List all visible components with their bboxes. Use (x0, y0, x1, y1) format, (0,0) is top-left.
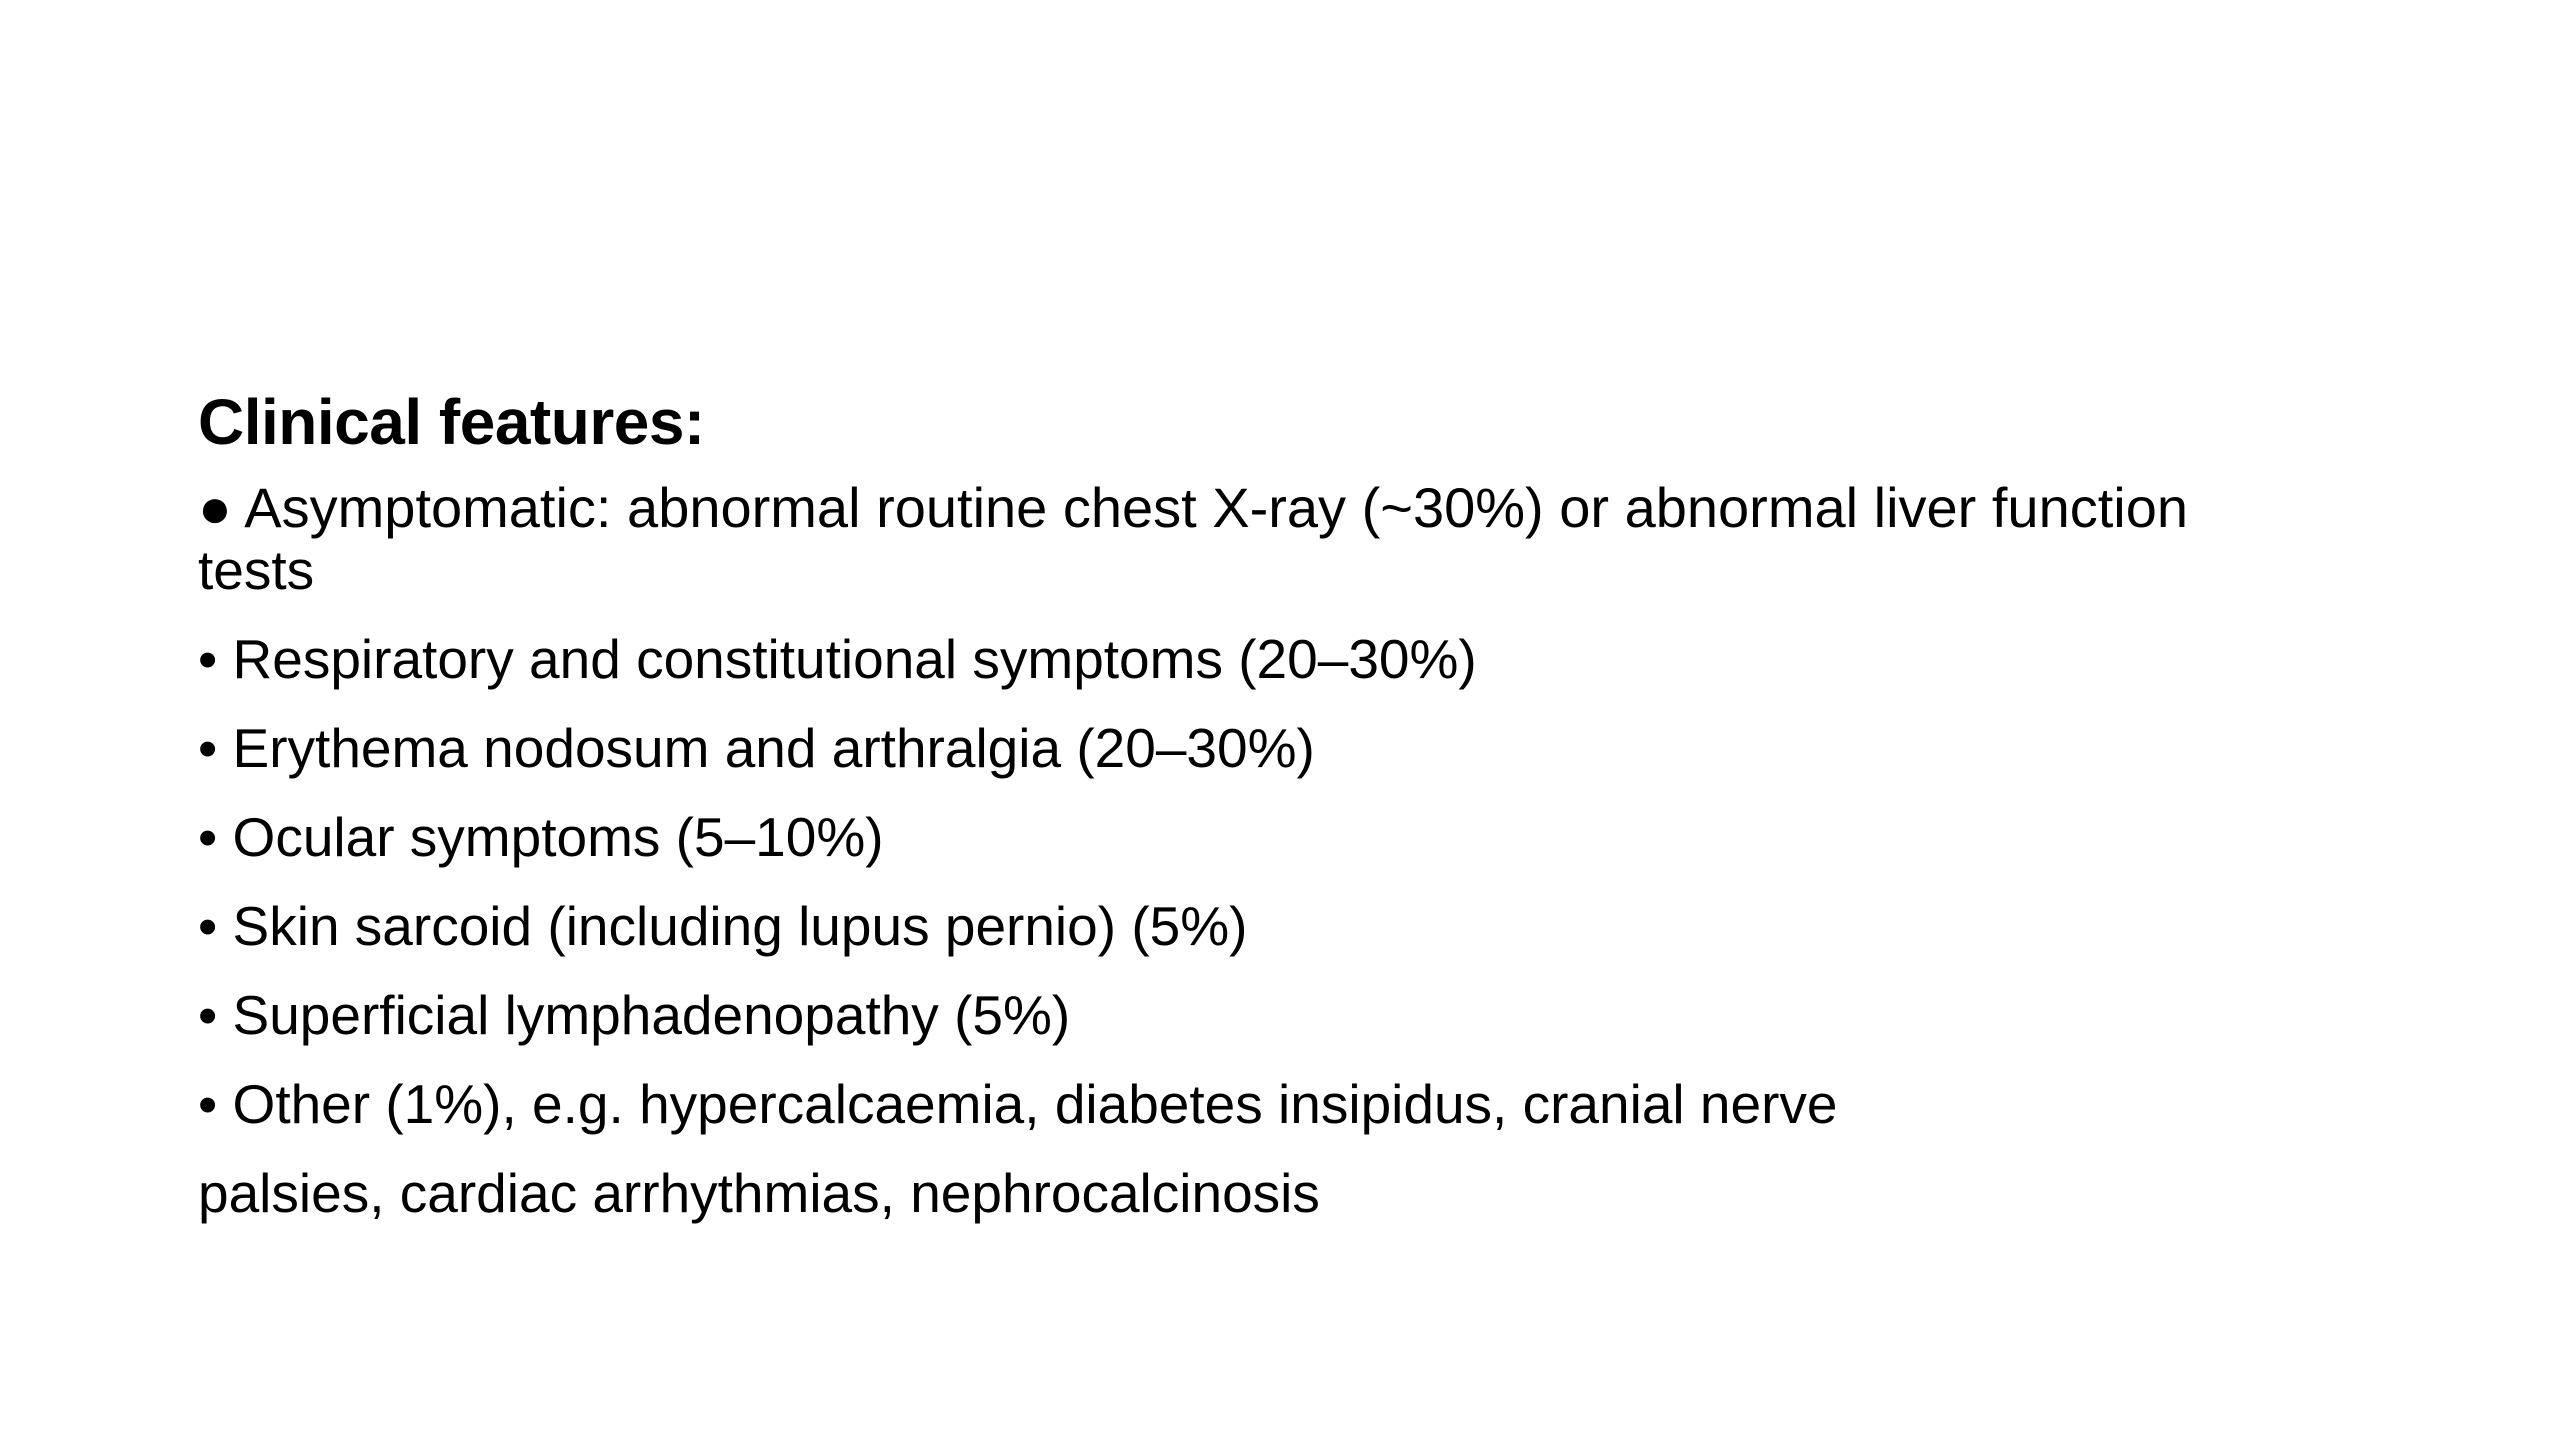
list-item-erythema (198, 717, 2398, 780)
list-item-asymptomatic (198, 476, 2398, 602)
list-item-line: palsies, cardiac arrhythmias, nephrocalcinosis (198, 1162, 1320, 1224)
list-item-line: • Skin sarcoid (including lupus pernio) (5%) (198, 895, 1248, 957)
list-item-line: ● Asymptomatic: abnormal routine chest X-ray (~30%) or abnormal liver function (198, 476, 2188, 539)
list-item-lymphadenopathy (198, 984, 2398, 1047)
slide-content (198, 382, 2398, 1251)
list-item-line: tests (198, 539, 315, 601)
list-item-line: • Superficial lymphadenopathy (5%) (198, 984, 1071, 1046)
list-item-line: • Other (1%), e.g. hypercalcaemia, diabetes insipidus, cranial nerve (198, 1073, 1838, 1135)
list-item-line: • Erythema nodosum and arthralgia (20–30%) (198, 717, 1315, 779)
list-item-other-continued (198, 1162, 2398, 1225)
slide-heading: Clinical features: (198, 386, 705, 458)
list-item-skin-sarcoid (198, 895, 2398, 958)
list-item-ocular (198, 806, 2398, 869)
list-item-other (198, 1073, 2398, 1136)
list-item-respiratory (198, 628, 2398, 691)
list-item-line: • Respiratory and constitutional symptoms (20–30%) (198, 628, 1477, 690)
list-item-line: • Ocular symptoms (5–10%) (198, 806, 884, 868)
